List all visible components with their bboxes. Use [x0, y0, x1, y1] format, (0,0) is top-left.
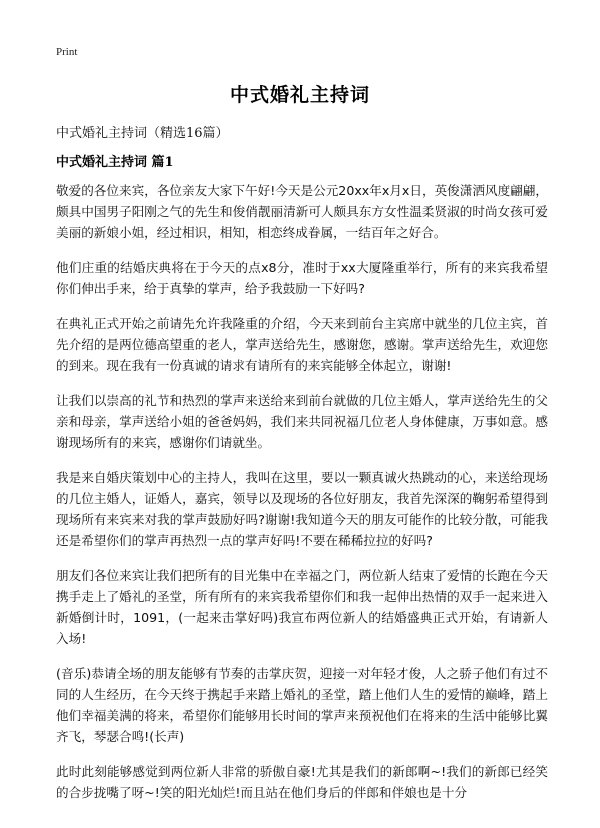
paragraph: 在典礼正式开始之前请先允许我隆重的介绍，今天来到前台主宾席中就坐的几位主宾，首先介绍的是两位德高望重的老人，掌声送给先生，感谢您，感谢。掌声送给先生，欢迎您的到来。现在我有一份真诚的请求有请所有的来宾能够全体起立，谢谢!	[56, 316, 548, 373]
paragraph: (音乐)恭请全场的朋友能够有节奏的击掌庆贺，迎接一对年轻才俊，人之骄子他们有过不同的人生经历，在今天终于携起手来踏上婚礼的圣堂，踏上他们人生的爱情的巅峰，踏上他们幸福美满的将来，希望你们能够用长时间的掌声来预祝他们在将来的生活中能够比翼齐飞，琴瑟合鸣!(长声)	[56, 666, 548, 744]
print-link[interactable]: Print	[56, 46, 78, 58]
paragraph: 他们庄重的结婚庆典将在于今天的点x8分，准时于xx大厦隆重举行，所有的来宾我希望你们伸出手来，给于真挚的掌声，给予我鼓励一下好吗?	[56, 260, 548, 296]
document-subtitle: 中式婚礼主持词（精选16篇）	[56, 126, 229, 141]
paragraph: 让我们以崇高的礼节和热烈的掌声来送给来到前台就做的几位主婚人，掌声送给先生的父亲和母亲，掌声送给小姐的爸爸妈妈，我们来共同祝福几位老人身体健康，万事如意。感谢现场所有的来宾，感谢你们请就坐。	[56, 393, 548, 450]
document-body	[56, 180, 548, 817]
paragraph: 敬爱的各位来宾，各位亲友大家下午好!今天是公元20xx年x月x日，英俊潇洒风度翩翩，颇具中国男子阳刚之气的先生和俊俏靓丽清新可人颇具东方女性温柔贤淑的时尚女孩可爱美丽的新娘小姐，经过相识，相知，相恋终成眷属，一结百年之好合。	[56, 183, 548, 240]
page-title: 中式婚礼主持词	[229, 84, 370, 106]
section-heading: 中式婚礼主持词 篇1	[56, 155, 174, 170]
paragraph: 朋友们各位来宾让我们把所有的目光集中在幸福之门，两位新人结束了爱情的长跑在今天携手走上了婚礼的圣堂，所有所有的来宾我希望你们和我一起伸出热情的双手一起来进入新婚倒计时，1091，(一起来击掌好吗)我宣布两位新人的结婚盛典正式开始，有请新人入场!	[56, 568, 548, 646]
paragraph: 我是来自婚庆策划中心的主持人，我叫在这里，要以一颗真诚火热跳动的心，来送给现场的几位主婚人，证婚人，嘉宾，领导以及现场的各位好朋友，我首先深深的鞠躬希望得到现场所有来宾来对我的掌声鼓励好吗?谢谢!我知道今天的朋友可能作的比较分散，可能我还是希望你们的掌声再热烈一点的掌声好吗!不要在稀稀拉拉的好吗?	[56, 470, 548, 548]
paragraph: 此时此刻能够感觉到两位新人非常的骄傲自豪!尤其是我们的新郎啊~!我们的新郎已经笑的合步拢嘴了呀~!笑的阳光灿烂!而且站在他们身后的伴郎和伴娘也是十分	[56, 764, 548, 800]
